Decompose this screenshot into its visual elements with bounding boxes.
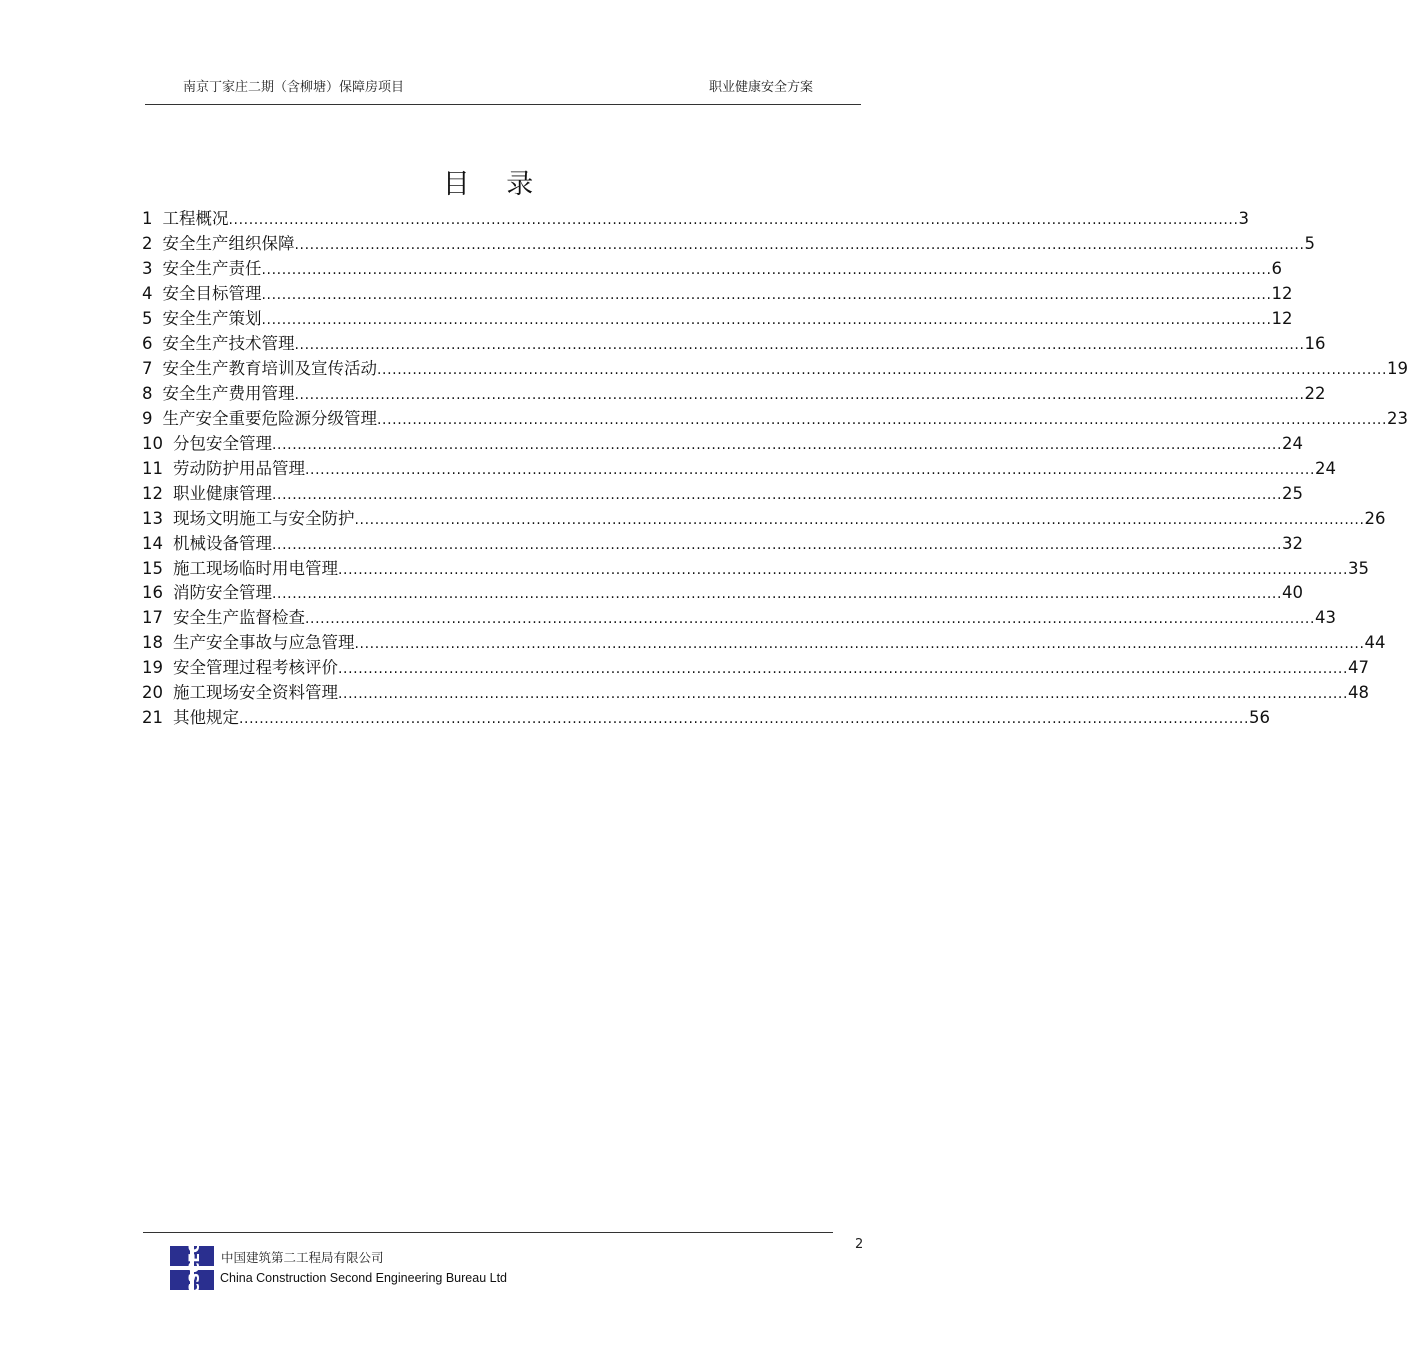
toc-entry-label: 安全生产监督检查 [173,608,305,627]
toc-entry-label: 施工现场临时用电管理 [173,559,338,578]
toc-entry[interactable] [142,579,1304,603]
toc-entry-page: 47 [1348,658,1370,677]
toc-entry-number: 6 [142,334,153,353]
toc-entry-page: 6 [1271,259,1283,278]
toc-entry-page: 25 [1282,484,1304,503]
toc-entry-leader-dots: ........................................................................................................................................................................................................ [377,362,1388,378]
toc-entry-label: 劳动防护用品管理 [173,459,305,478]
toc-entry-page: 5 [1304,234,1316,253]
toc-entry-label: 其他规定 [173,708,239,727]
toc-entry[interactable] [142,505,1386,529]
toc-entry-number: 16 [142,583,163,602]
toc-entry-leader-dots: ........................................................................................................................................................................................................ [272,487,1283,503]
toc-entry-page: 26 [1364,509,1386,528]
toc-entry-label: 安全目标管理 [162,284,262,303]
toc-entry-leader-dots: ........................................................................................................................................................................................................ [354,636,1365,652]
header-divider [145,104,861,105]
toc-entry-label: 工程概况 [162,209,229,228]
toc-entry[interactable] [142,255,1283,279]
toc-entry-label: 安全管理过程考核评价 [173,658,338,677]
toc-entry-label: 安全生产技术管理 [162,334,295,353]
toc-entry-label: 安全生产责任 [162,259,262,278]
toc-entry[interactable] [142,205,1250,229]
toc-entry[interactable] [142,704,1271,728]
toc-title: 目 录 [442,169,548,200]
toc-entry-leader-dots: ........................................................................................................................................................................................................ [338,686,1349,702]
toc-entry[interactable] [142,430,1304,454]
toc-entry[interactable] [142,679,1370,703]
toc-entry-label: 安全生产组织保障 [162,234,295,253]
toc-entry[interactable] [142,555,1370,579]
toc-entry-label: 机械设备管理 [173,534,272,553]
company-name-en: China Construction Second Engineering Bureau Ltd [220,1271,507,1285]
toc-entry-page: 40 [1282,583,1304,602]
toc-entry-number: 2 [142,234,153,253]
header-document-title: 职业健康安全方案 [709,80,814,95]
toc-entry[interactable] [142,629,1386,653]
toc-entry-page: 23 [1387,409,1408,428]
toc-entry-leader-dots: ........................................................................................................................................................................................................ [338,661,1349,677]
toc-entry[interactable] [142,305,1293,329]
toc-entry-label: 消防安全管理 [173,583,272,602]
toc-entry-number: 8 [142,384,153,403]
toc-entry-leader-dots: ........................................................................................................................................................................................................ [261,312,1272,328]
toc-entry-number: 1 [142,209,153,228]
toc-entry-page: 56 [1249,708,1271,727]
toc-entry-leader-dots: ........................................................................................................................................................................................................ [338,562,1349,578]
toc-entry-leader-dots: ........................................................................................................................................................................................................ [228,212,1239,228]
toc-entry-number: 17 [142,608,163,627]
toc-entry-leader-dots: ........................................................................................................................................................................................................ [377,412,1388,428]
toc-entry[interactable] [142,230,1316,254]
toc-entry-number: 5 [142,309,153,328]
toc-entry-label: 分包安全管理 [173,434,272,453]
toc-entry-page: 3 [1238,209,1250,228]
toc-entry-label: 职业健康管理 [173,484,272,503]
toc-entry-label: 安全生产教育培训及宣传活动 [162,359,377,378]
toc-entry-label: 现场文明施工与安全防护 [173,509,355,528]
toc-entry-leader-dots: ........................................................................................................................................................................................................ [261,287,1272,303]
toc-entry-label: 生产安全事故与应急管理 [173,633,355,652]
toc-entry-page: 16 [1304,334,1326,353]
toc-entry-leader-dots: ........................................................................................................................................................................................................ [305,611,1316,627]
toc-entry[interactable] [142,280,1293,304]
toc-entry-page: 22 [1304,384,1326,403]
toc-entry-number: 7 [142,359,153,378]
toc-entry-leader-dots: ........................................................................................................................................................................................................ [294,237,1305,253]
toc-entry-page: 35 [1348,559,1370,578]
toc-entry[interactable] [142,405,1408,429]
cscec-logo-icon [170,1242,214,1294]
page-number: 2 [855,1237,864,1252]
toc-entry-number: 19 [142,658,163,677]
toc-entry[interactable] [142,530,1304,554]
toc-entry-number: 20 [142,683,163,702]
toc-entry-leader-dots: ........................................................................................................................................................................................................ [239,711,1250,727]
toc-entry[interactable] [142,604,1337,628]
toc-entry-number: 11 [142,459,163,478]
header-project-name: 南京丁家庄二期（含柳塘）保障房项目 [183,80,405,95]
toc-entry-page: 12 [1271,309,1293,328]
toc-entry-number: 9 [142,409,153,428]
toc-entry-page: 48 [1348,683,1370,702]
toc-entry[interactable] [142,355,1408,379]
toc-entry[interactable] [142,455,1337,479]
toc-entry-number: 15 [142,559,163,578]
toc-entry-page: 32 [1282,534,1304,553]
toc-entry-page: 24 [1315,459,1337,478]
toc-entry-page: 19 [1387,359,1408,378]
toc-entry-number: 13 [142,509,163,528]
toc-entry-leader-dots: ........................................................................................................................................................................................................ [261,262,1272,278]
toc-entry[interactable] [142,380,1326,404]
toc-entry-page: 24 [1282,434,1304,453]
toc-entry-number: 12 [142,484,163,503]
toc-entry-number: 4 [142,284,153,303]
toc-entry-label: 施工现场安全资料管理 [173,683,338,702]
toc-entry-leader-dots: ........................................................................................................................................................................................................ [294,337,1305,353]
toc-entry-label: 安全生产策划 [162,309,262,328]
toc-entry-number: 3 [142,259,153,278]
toc-entry-page: 44 [1364,633,1386,652]
toc-entry-leader-dots: ........................................................................................................................................................................................................ [272,437,1283,453]
toc-entry-number: 10 [142,434,163,453]
toc-entry-leader-dots: ........................................................................................................................................................................................................ [305,462,1316,478]
toc-entry-leader-dots: ........................................................................................................................................................................................................ [294,387,1305,403]
toc-entry-label: 生产安全重要危险源分级管理 [162,409,377,428]
toc-entry-page: 43 [1315,608,1337,627]
toc-entry[interactable] [142,654,1370,678]
company-name-cn: 中国建筑第二工程局有限公司 [221,1250,384,1265]
footer-divider [143,1232,833,1233]
toc-entry-number: 14 [142,534,163,553]
toc-entry-number: 18 [142,633,163,652]
toc-entry-leader-dots: ........................................................................................................................................................................................................ [354,512,1365,528]
toc-entry-leader-dots: ........................................................................................................................................................................................................ [272,537,1283,553]
toc-entry-number: 21 [142,708,163,727]
toc-entry[interactable] [142,330,1326,354]
toc-entry-leader-dots: ........................................................................................................................................................................................................ [272,586,1283,602]
toc-entry-label: 安全生产费用管理 [162,384,295,403]
svg-text:CSCEC: CSCEC [187,1242,203,1294]
toc-entry-page: 12 [1271,284,1293,303]
toc-entry[interactable] [142,480,1304,504]
